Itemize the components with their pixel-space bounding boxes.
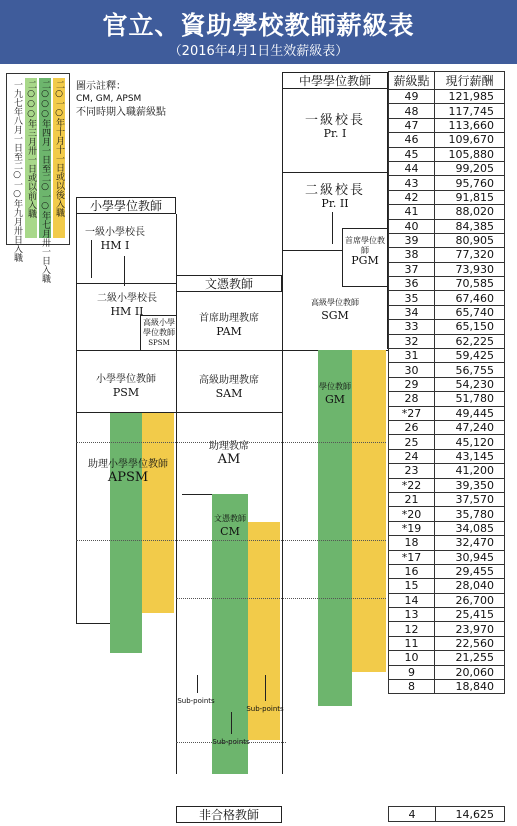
arrow-sub-3	[231, 712, 232, 734]
line-apsm-bottom	[76, 623, 110, 624]
pay-row	[389, 190, 505, 204]
pay-row	[389, 90, 505, 104]
pay-point: 29	[389, 377, 435, 391]
legend-text-4: 一九七年八月一日至二○一○年九月卅日入職	[12, 80, 22, 262]
pay-salary: 109,670	[435, 133, 505, 147]
legend-notes	[76, 80, 166, 119]
pay-point: *17	[389, 550, 435, 564]
page-title: 官立、資助學校教師薪級表	[102, 11, 415, 40]
pay-point: 41	[389, 205, 435, 219]
pay-point: 38	[389, 248, 435, 262]
legend	[6, 73, 70, 283]
pay-point: 18	[389, 536, 435, 550]
pay-row	[389, 521, 505, 535]
rank-pam-zh: 首席助理教席	[199, 313, 259, 324]
pay-salary: 99,205	[435, 161, 505, 175]
legend-text-1: 二○一○年十月十一日或以後入職	[54, 80, 64, 217]
pay-point: 9	[389, 665, 435, 679]
pay-row	[389, 377, 505, 391]
pay-row	[389, 320, 505, 334]
rank-psm-en: PSM	[112, 386, 140, 399]
pay-table-header	[389, 72, 505, 90]
pay-row	[389, 536, 505, 550]
rank-pgm-zh: 首席學位教師	[345, 236, 385, 255]
pay-scale-table	[388, 71, 505, 694]
rank-am	[178, 440, 280, 466]
line-pgm-top	[342, 228, 388, 229]
pay-point: 25	[389, 435, 435, 449]
pay-point: *27	[389, 406, 435, 420]
pay-salary: 62,225	[435, 334, 505, 348]
pay-salary: 28,040	[435, 579, 505, 593]
pay-salary: 51,780	[435, 392, 505, 406]
pay-row	[389, 205, 505, 219]
rank-cm-en: CM	[220, 525, 240, 538]
rank-psm-zh: 小學學位教師	[96, 374, 156, 385]
rank-gm-en: GM	[324, 393, 346, 406]
rank-pr2-zh: 二級校長	[304, 183, 365, 198]
pay-point: 12	[389, 622, 435, 636]
legend-notes-title: 圖示註釋：	[76, 81, 126, 92]
pay-point: 23	[389, 464, 435, 478]
pay-point: 36	[389, 277, 435, 291]
rank-sgm-zh: 高級學位教師	[311, 298, 359, 307]
pay-point: 31	[389, 349, 435, 363]
pay-row	[389, 406, 505, 420]
pay-point: 14	[389, 593, 435, 607]
pay-salary: 22,560	[435, 636, 505, 650]
pay-point: *22	[389, 478, 435, 492]
pay-salary: 37,570	[435, 492, 505, 506]
pay-salary: 29,455	[435, 564, 505, 578]
pay-row	[389, 133, 505, 147]
rank-spsm	[141, 318, 177, 348]
pay-salary: 84,385	[435, 219, 505, 233]
pay-row	[389, 147, 505, 161]
pay-salary: 77,320	[435, 248, 505, 262]
col-secondary-header: 中學學位教師	[282, 72, 388, 89]
pay-salary: 32,470	[435, 536, 505, 550]
unqualified-salary: 14,625	[455, 808, 494, 821]
pay-row	[389, 665, 505, 679]
pay-salary: 88,020	[435, 205, 505, 219]
guide-sub	[176, 742, 286, 743]
pay-point: *19	[389, 521, 435, 535]
guide-33	[76, 442, 386, 443]
apsm-bar-yellow	[142, 413, 174, 613]
pay-salary: 49,445	[435, 406, 505, 420]
pay-row	[389, 651, 505, 665]
unqualified-point: 4	[408, 808, 416, 821]
pay-salary: 21,255	[435, 651, 505, 665]
apsm-bar-green	[110, 413, 142, 653]
subpoints-1: Sub-points	[177, 697, 215, 705]
pay-row	[389, 176, 505, 190]
pay-salary: 35,780	[435, 507, 505, 521]
rank-hm2	[92, 292, 162, 318]
pay-point: 42	[389, 190, 435, 204]
rank-gm	[318, 380, 352, 406]
pay-point: 8	[389, 680, 435, 694]
line-pam-bottom	[176, 350, 282, 351]
line-pgm-bottom	[342, 286, 388, 287]
pay-row	[389, 118, 505, 132]
line-primary-left	[76, 214, 77, 624]
rank-sam	[178, 374, 280, 400]
subpoints-3: Sub-points	[212, 738, 250, 746]
pay-salary: 54,230	[435, 377, 505, 391]
rank-pr1-zh: 一級校長	[304, 113, 365, 128]
title-banner	[0, 0, 517, 64]
pay-point: 33	[389, 320, 435, 334]
rank-hm1-en: HM I	[100, 239, 130, 252]
pay-row	[389, 622, 505, 636]
pay-point: 34	[389, 305, 435, 319]
pay-point: 32	[389, 334, 435, 348]
pay-point: 30	[389, 363, 435, 377]
pay-point: 35	[389, 291, 435, 305]
rank-spsm-en: SPSM	[148, 339, 170, 347]
rank-pgm-en: PGM	[351, 254, 379, 267]
pay-salary: 30,945	[435, 550, 505, 564]
legend-notes-line1: CM, GM, APSM	[76, 94, 142, 104]
pay-point: 21	[389, 492, 435, 506]
rank-pr2-en: Pr. II	[321, 197, 349, 210]
rank-sgm-en: SGM	[321, 309, 349, 322]
rank-pr1-en: Pr. I	[323, 127, 347, 140]
pay-point: 40	[389, 219, 435, 233]
legend-text-3: 二○○○年三月卅一日或以前入職	[26, 80, 36, 218]
rank-sam-zh: 高級助理教席	[199, 375, 259, 386]
pay-point: 45	[389, 147, 435, 161]
legend-notes-line2: 不同時期入職薪級點	[76, 107, 166, 118]
pay-point: 43	[389, 176, 435, 190]
pay-salary: 47,240	[435, 420, 505, 434]
pay-salary: 26,700	[435, 593, 505, 607]
rank-cm	[212, 512, 248, 538]
pay-salary: 70,585	[435, 277, 505, 291]
pay-salary: 65,740	[435, 305, 505, 319]
arrow-pr2	[332, 212, 333, 244]
pay-salary: 39,350	[435, 478, 505, 492]
pay-row	[389, 608, 505, 622]
rank-cm-zh: 文憑教師	[214, 514, 246, 523]
line-pr2-bottom	[282, 250, 342, 251]
pay-point: 49	[389, 90, 435, 104]
pay-row	[389, 305, 505, 319]
pay-point: 10	[389, 651, 435, 665]
pay-salary: 73,930	[435, 262, 505, 276]
rank-pam-en: PAM	[216, 325, 242, 338]
pay-salary: 23,970	[435, 622, 505, 636]
line-hm1-bottom	[76, 283, 176, 284]
rank-apsm-en: APSM	[107, 470, 149, 485]
pay-row	[389, 478, 505, 492]
rank-pgm	[343, 236, 387, 266]
subpoints-2: Sub-points	[246, 705, 284, 713]
guide-22	[176, 598, 386, 599]
pay-salary: 34,085	[435, 521, 505, 535]
pay-point: 46	[389, 133, 435, 147]
pay-point: 15	[389, 579, 435, 593]
arrow-hm1	[91, 240, 92, 278]
pay-salary: 45,120	[435, 435, 505, 449]
header-point: 薪級點	[389, 72, 435, 90]
arrow-hm2	[124, 256, 125, 286]
pay-salary: 95,760	[435, 176, 505, 190]
pay-row	[389, 449, 505, 463]
pay-salary: 113,660	[435, 118, 505, 132]
pay-salary: 43,145	[435, 449, 505, 463]
pay-salary: 18,840	[435, 680, 505, 694]
pay-salary: 20,060	[435, 665, 505, 679]
arrow-sub-1	[197, 675, 198, 693]
pay-point: 47	[389, 118, 435, 132]
unqualified-row	[388, 806, 505, 822]
rank-psm	[78, 373, 174, 399]
line-cert-right	[282, 89, 283, 774]
rank-sgm	[284, 296, 386, 322]
legend-text-2: 二○○○年四月一日至二○一○年七月卅一日入職	[40, 80, 50, 283]
line-cm-top	[182, 494, 212, 495]
pay-salary: 25,415	[435, 608, 505, 622]
pay-salary: 65,150	[435, 320, 505, 334]
pay-row	[389, 636, 505, 650]
pay-salary: 59,425	[435, 349, 505, 363]
pay-row	[389, 104, 505, 118]
rank-hm2-zh: 二級小學校長	[97, 293, 157, 304]
rank-gm-zh: 學位教師	[319, 382, 351, 391]
pay-row	[389, 248, 505, 262]
pay-row	[389, 593, 505, 607]
pay-row	[389, 550, 505, 564]
line-pr1-bottom	[282, 172, 388, 173]
rank-pr2	[284, 184, 386, 210]
guide-27	[76, 540, 386, 541]
pay-salary: 56,755	[435, 363, 505, 377]
pay-point: 28	[389, 392, 435, 406]
pay-row	[389, 564, 505, 578]
rank-apsm	[80, 458, 176, 484]
rank-hm2-en: HM II	[110, 305, 144, 318]
pay-row	[389, 392, 505, 406]
pay-point: 37	[389, 262, 435, 276]
col-certificated-header: 文憑教師	[176, 275, 282, 292]
rank-pam	[178, 312, 280, 338]
pay-row	[389, 435, 505, 449]
rank-hm1-zh: 一級小學校長	[85, 227, 145, 238]
line-primary-right	[176, 214, 177, 774]
pay-row	[389, 464, 505, 478]
gm-bar-yellow	[352, 350, 386, 672]
pay-point: 24	[389, 449, 435, 463]
col-primary-header: 小學學位教師	[76, 197, 176, 214]
pay-point: 11	[389, 636, 435, 650]
pay-salary: 105,880	[435, 147, 505, 161]
pay-point: 39	[389, 233, 435, 247]
rank-sam-en: SAM	[215, 387, 243, 400]
rank-am-zh: 助理教席	[209, 441, 249, 452]
pay-row	[389, 233, 505, 247]
pay-row	[389, 291, 505, 305]
rank-am-en: AM	[217, 452, 241, 467]
pay-salary: 121,985	[435, 90, 505, 104]
pay-row	[389, 492, 505, 506]
pay-row	[389, 507, 505, 521]
pay-salary: 67,460	[435, 291, 505, 305]
pay-row	[389, 277, 505, 291]
pay-point: 26	[389, 420, 435, 434]
line-sam-bottom	[176, 412, 282, 413]
pay-salary: 41,200	[435, 464, 505, 478]
pay-point: 48	[389, 104, 435, 118]
header-salary: 現行薪酬	[435, 72, 505, 90]
pay-point: *20	[389, 507, 435, 521]
unqualified-label: 非合格教師	[176, 806, 282, 823]
rank-apsm-zh: 助理小學學位教師	[88, 459, 168, 470]
pay-row	[389, 262, 505, 276]
arrow-sub-2	[265, 675, 266, 701]
pay-row	[389, 680, 505, 694]
pay-row	[389, 349, 505, 363]
rank-pr1	[284, 114, 386, 140]
pay-salary: 80,905	[435, 233, 505, 247]
pay-point: 44	[389, 161, 435, 175]
pay-salary: 117,745	[435, 104, 505, 118]
line-hm2-bottom	[76, 350, 176, 351]
pay-row	[389, 161, 505, 175]
pay-point: 13	[389, 608, 435, 622]
pay-row	[389, 334, 505, 348]
pay-row	[389, 420, 505, 434]
pay-salary: 91,815	[435, 190, 505, 204]
pay-row	[389, 579, 505, 593]
page-subtitle: （2016年4月1日生效薪級表）	[168, 44, 349, 59]
pay-point: 16	[389, 564, 435, 578]
pay-row	[389, 219, 505, 233]
rank-spsm-zh: 高級小學學位教師	[143, 318, 175, 337]
pay-row	[389, 363, 505, 377]
